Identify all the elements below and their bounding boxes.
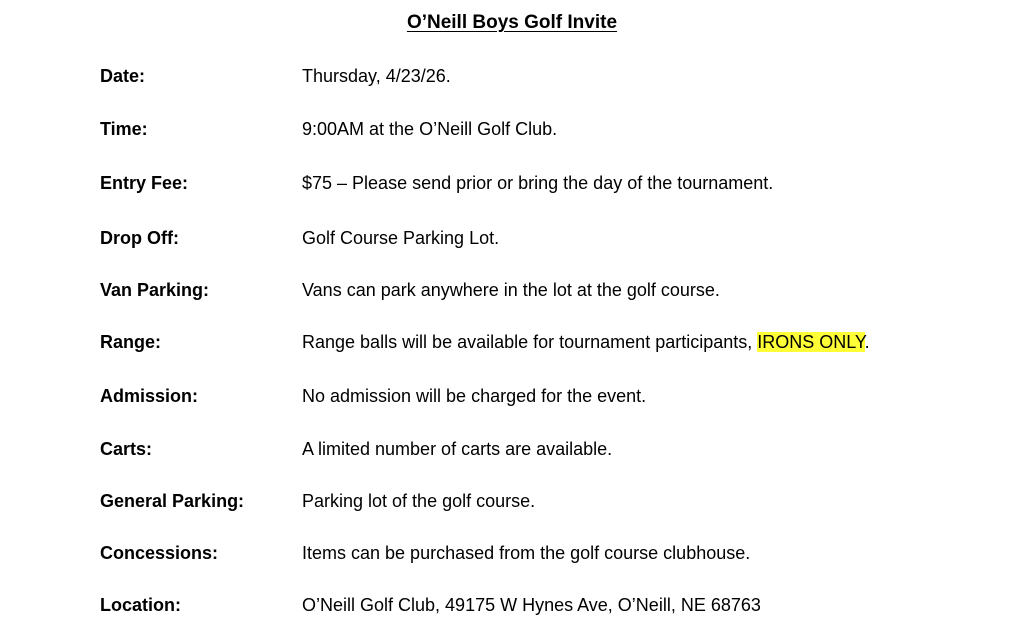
- row-value: Items can be purchased from the golf course clubhouse.: [302, 543, 751, 563]
- row-label: Range:: [100, 332, 162, 352]
- row-label: Date:: [100, 66, 146, 86]
- row-value: O’Neill Golf Club, 49175 W Hynes Ave, O’Neill, NE 68763: [302, 595, 761, 615]
- row-label: General Parking:: [100, 491, 245, 511]
- range-value-text: Range balls will be available for tournament participants,: [302, 332, 758, 352]
- row-value: Thursday, 4/23/26.: [302, 66, 451, 86]
- info-row-concessions: [0, 539, 1024, 567]
- info-row-range: [0, 328, 1024, 356]
- info-row-general-parking: [0, 487, 1024, 515]
- row-value: Vans can park anywhere in the lot at the golf course.: [302, 280, 720, 300]
- document-title: O’Neill Boys Golf Invite: [406, 12, 618, 33]
- row-label: Carts:: [100, 439, 153, 459]
- row-label: Drop Off:: [100, 228, 179, 248]
- row-value: [302, 328, 870, 356]
- irons-only-highlight: IRONS ONLY: [757, 332, 865, 352]
- row-value: No admission will be charged for the event.: [302, 386, 647, 406]
- row-label: Admission:: [100, 386, 199, 406]
- info-row-location: [0, 591, 1024, 619]
- row-value: A limited number of carts are available.: [302, 439, 613, 459]
- row-label: Van Parking:: [100, 280, 210, 300]
- row-value: 9:00AM at the O’Neill Golf Club.: [302, 119, 558, 139]
- info-row-drop-off: [0, 224, 1024, 252]
- row-label: Location:: [100, 595, 181, 615]
- row-label: Entry Fee:: [100, 173, 189, 193]
- info-row-carts: [0, 435, 1024, 463]
- row-label: Time:: [100, 119, 148, 139]
- row-value: $75 – Please send prior or bring the day of the tournament.: [302, 173, 774, 193]
- info-row-admission: [0, 382, 1024, 410]
- info-row-entry-fee: [0, 169, 1024, 197]
- row-value: Parking lot of the golf course.: [302, 491, 536, 511]
- row-value: Golf Course Parking Lot.: [302, 228, 500, 248]
- row-label: Concessions:: [100, 543, 219, 563]
- range-value-end: .: [864, 332, 870, 352]
- info-row-date: [0, 62, 1024, 90]
- info-row-time: [0, 115, 1024, 143]
- info-row-van-parking: [0, 276, 1024, 304]
